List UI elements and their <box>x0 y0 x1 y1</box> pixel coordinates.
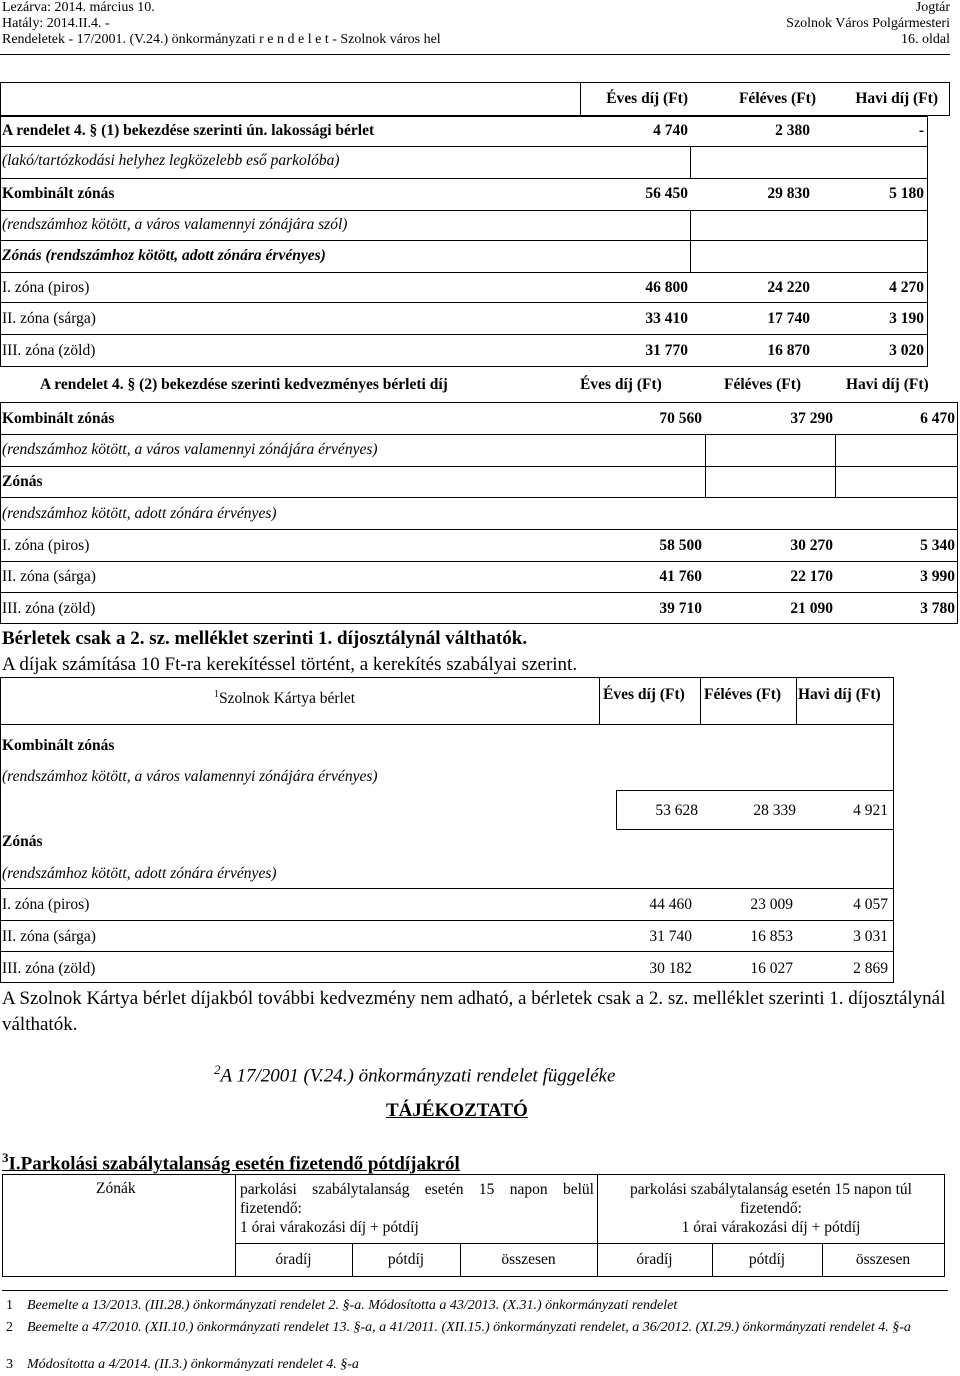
col-header-monthly: Havi díj (Ft) <box>846 376 929 393</box>
table-row-label: Zónás <box>2 473 43 490</box>
col-header-annual: Éves díj (Ft) <box>606 90 688 107</box>
header-office: Szolnok Város Polgármesteri <box>786 16 950 31</box>
table-row-label: (rendszámhoz kötött, a város valamennyi zónájára érvényes) <box>2 768 378 785</box>
table-row-label: I. zóna (piros) <box>2 279 90 296</box>
table-row-label: (rendszámhoz kötött, a város valamennyi zónájára szól) <box>2 216 348 233</box>
table-row-label: Kombinált zónás <box>2 410 115 427</box>
col-header-halfyear: Féléves (Ft) <box>724 376 802 393</box>
table-title: A rendelet 4. § (2) bekezdése szerinti kedvezményes bérleti díj <box>40 376 448 393</box>
table-row-label: II. zóna (sárga) <box>2 310 96 327</box>
table-row-label: III. zóna (zöld) <box>2 960 96 977</box>
table-title: $^1$Szolnok Kártya bérlet <box>214 689 356 708</box>
col-header-halfyear: Féléves (Ft) <box>704 686 782 703</box>
header-source: Jogtár <box>915 0 950 15</box>
table-row-label: A rendelet 4. § (1) bekezdése szerinti ún. lakossági bérlet <box>2 122 375 139</box>
header-regulation: Rendeletek - 17/2001. (V.24.) önkormányzati r e n d e l e t - Szolnok város hel <box>2 32 441 47</box>
table-row-label: Kombinált zónás <box>2 737 115 754</box>
col-header-annual: Éves díj (Ft) <box>603 686 685 703</box>
table-row-label: Kombinált zónás <box>2 185 115 202</box>
header-closed-date: Lezárva: 2014. március 10. <box>2 0 155 15</box>
note-szolnok-kartya: A Szolnok Kártya bérlet díjakból további kedvezmény nem adható, a bérletek csak a 2. sz. melléklet szerinti 1. díjosztálynál válthatók. <box>2 988 946 1035</box>
col-header-annual: Éves díj (Ft) <box>580 376 662 393</box>
col-header-within-15-days: parkolási szabálytalanság esetén 15 napon belül fizetendő: 1 órai várakozási díj + pótdíj <box>240 1181 594 1236</box>
footnote-item: 1 Beemelte a 13/2013. (III.28.) önkormányzati rendelet 2. §-a. Módosította a 43/2013. (X.31.) önkormányzati rendelet <box>6 1298 678 1313</box>
sub-hourly-fee: óradíj <box>636 1251 673 1268</box>
table-row-label: III. zóna (zöld) <box>2 342 96 359</box>
header-effective: Hatály: 2014.II.4. - <box>2 16 110 31</box>
col-header-halfyear: Féléves (Ft) <box>738 90 816 107</box>
section-title: $^3$I.Parkolási szabálytalanság esetén fizetendő pótdíjakról <box>2 1150 460 1175</box>
header-page-number: 16. oldal <box>901 32 950 47</box>
table-row-label: Zónás <box>2 833 43 850</box>
footnote-item: 3 Módosította a 4/2014. (II.3.) önkormányzati rendelet 4. §-a <box>6 1357 359 1372</box>
table-row-label: II. zóna (sárga) <box>2 928 96 945</box>
table-row-label: (rendszámhoz kötött, adott zónára érvényes) <box>2 865 277 882</box>
footnote-item: 2 Beemelte a 47/2010. (XII.10.) önkormányzati rendelet 13. §-a, a 41/2011. (XII.15.) önkormányzati rendelet, a 36/2012. (XI.29.) önkormányzati rendelet 4. §-a <box>6 1320 911 1335</box>
sub-hourly-fee: óradíj <box>275 1251 312 1268</box>
table-row-label: (rendszámhoz kötött, adott zónára érvényes) <box>2 505 277 522</box>
combined-monthly: 4 921 <box>853 802 888 819</box>
combined-halfyear: 28 339 <box>753 802 796 819</box>
table-row-label: I. zóna (piros) <box>2 896 90 913</box>
appendix-title: $^2$A 17/2001 (V.24.) önkormányzati rendelet függeléke <box>214 1062 616 1087</box>
col-header-after-15-days: parkolási szabálytalanság esetén 15 napon túl fizetendő: 1 órai várakozási díj + pótdíj <box>630 1181 912 1236</box>
col-header-monthly: Havi díj (Ft) <box>798 686 881 703</box>
header-rule <box>0 54 950 55</box>
table-row-label: (lakó/tartózkodási helyhez legközelebb eső parkolóba) <box>2 152 340 169</box>
table-row-label: I. zóna (piros) <box>2 537 90 554</box>
note-rounding: A díjak számítása 10 Ft-ra kerekítéssel történt, a kerekítés szabályai szerint. <box>2 654 578 675</box>
table-row-label: (rendszámhoz kötött, a város valamennyi zónájára érvényes) <box>2 441 378 458</box>
table-row-label: II. zóna (sárga) <box>2 568 96 585</box>
appendix-subtitle: TÁJÉKOZTATÓ <box>386 1100 528 1121</box>
sub-total: összesen <box>855 1251 911 1268</box>
combined-annual: 53 628 <box>655 802 698 819</box>
table-row-label: Zónás (rendszámhoz kötött, adott zónára érvényes) <box>2 247 326 264</box>
col-header-zones: Zónák <box>96 1180 136 1197</box>
sub-surcharge: pótdíj <box>748 1251 786 1268</box>
table-row-label: III. zóna (zöld) <box>2 600 96 617</box>
col-header-monthly: Havi díj (Ft) <box>855 90 938 107</box>
sub-surcharge: pótdíj <box>387 1251 425 1268</box>
note-valid-class: Bérletek csak a 2. sz. melléklet szerinti 1. díjosztálynál válthatók. <box>2 628 528 649</box>
sub-total: összesen <box>501 1251 556 1268</box>
